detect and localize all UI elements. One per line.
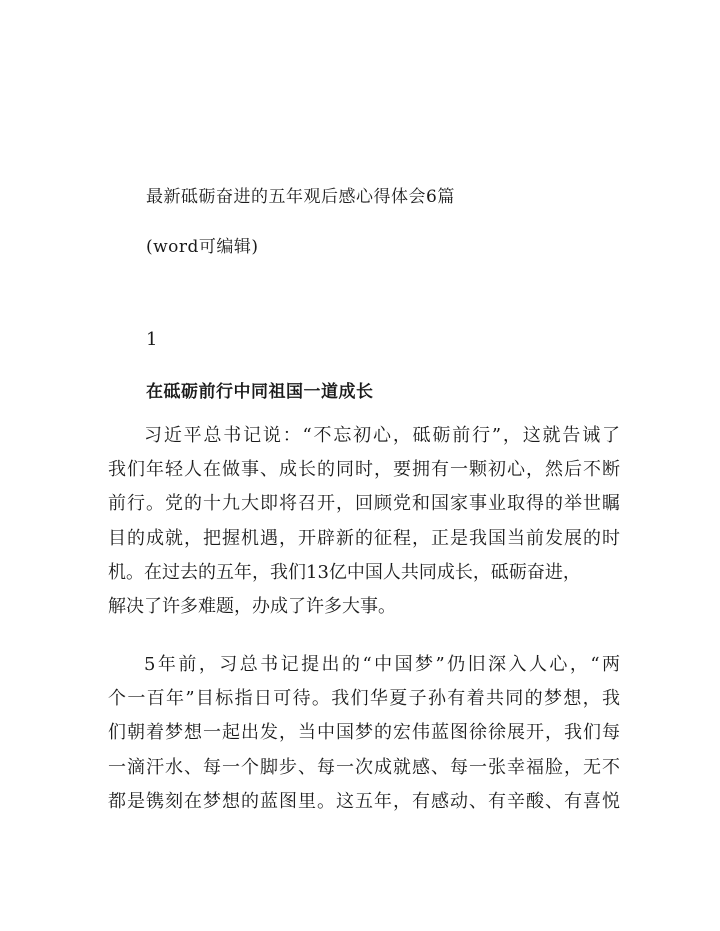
- section-heading: 在砥砺前行中同祖国一道成长: [146, 382, 374, 402]
- paragraph-line: 目的成就，把握机遇，开辟新的征程，正是我国当前发展的时: [108, 527, 620, 549]
- paragraph-line: 我们年轻人在做事、成长的同时，要拥有一颗初心，然后不断: [108, 459, 620, 481]
- paragraph-line: 前行。党的十九大即将召开，回顾党和国家事业取得的举世瞩: [108, 493, 620, 515]
- section-number: 1: [146, 329, 158, 350]
- paragraph-line: 5年前，习总书记提出的“中国梦”仍旧深入人心，“两: [144, 654, 620, 675]
- paragraph-line: 都是镌刻在梦想的蓝图里。这五年，有感动、有辛酸、有喜悦: [108, 790, 620, 812]
- paragraph-line: 个一百年”目标指日可待。我们华夏子孙有着共同的梦想，我: [108, 688, 620, 710]
- paragraph-line: 们朝着梦想一起出发，当中国梦的宏伟蓝图徐徐展开，我们每: [108, 722, 620, 744]
- document-subtitle: (word可编辑): [146, 237, 259, 257]
- document-title: 最新砥砺奋进的五年观后感心得体会6篇: [146, 187, 455, 207]
- paragraph-line: 机。在过去的五年，我们13亿中国人共同成长，砥砺奋进，: [108, 561, 581, 583]
- paragraph-line: 习近平总书记说：“不忘初心，砥砺前行”，这就告诫了: [144, 425, 620, 446]
- paragraph-line: 解决了许多难题，办成了许多大事。: [108, 596, 396, 618]
- body-paragraph-2: [108, 648, 620, 819]
- paragraph-line: 一滴汗水、每一个脚步、每一次成就感、每一张幸福脸，无不: [108, 756, 620, 778]
- body-paragraph-1: [108, 419, 620, 624]
